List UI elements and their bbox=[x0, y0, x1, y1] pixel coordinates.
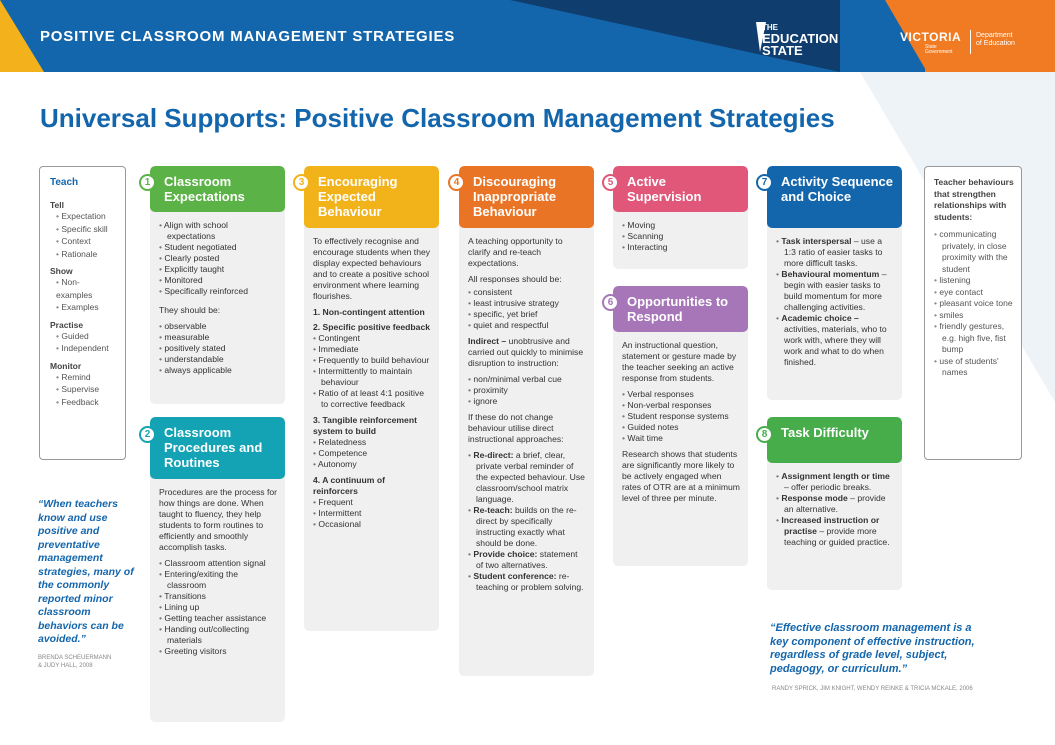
teach-heading: Teach bbox=[50, 177, 79, 188]
list-item: • Student response systems bbox=[622, 411, 740, 422]
list-item: • Behavioural momentum – begin with easier tasks to build momentum for more challenging activities. bbox=[776, 269, 894, 313]
card-header: Encouraging Expected Behaviour bbox=[304, 166, 439, 228]
card-header: Opportunities to Respond bbox=[613, 286, 748, 332]
card-header: Active Supervision bbox=[613, 166, 748, 212]
teacher-behaviours-heading: Teacher behaviours that strengthen relationships with students: bbox=[934, 177, 1014, 222]
list-item: • Occasional bbox=[313, 519, 431, 530]
card-subheading: 1. Non-contingent attention bbox=[313, 307, 425, 317]
list-item: • Frequently to build behaviour bbox=[313, 355, 431, 366]
card-header: Task Difficulty bbox=[767, 417, 902, 463]
list-item: • Non-examples bbox=[50, 276, 110, 301]
list-item: • Transitions bbox=[159, 591, 277, 602]
quote-right: “Effective classroom management is a key component of effective instruction, regardless of grade level, subject, pedagogy, or curriculum.” bbox=[770, 622, 975, 675]
list-item: • Immediate bbox=[313, 344, 431, 355]
list-item: • smiles bbox=[934, 310, 1015, 322]
number-badge: 4 bbox=[448, 174, 465, 191]
card-body bbox=[304, 228, 439, 541]
department-label: Department of Education bbox=[976, 32, 1015, 47]
direct-intro: If these do not change behaviour utilise direct instructional approaches: bbox=[468, 412, 564, 444]
list-item: • Independent bbox=[50, 342, 125, 355]
card-body bbox=[613, 212, 748, 264]
number-badge: 7 bbox=[756, 174, 773, 191]
list-item: • quiet and respectful bbox=[468, 320, 586, 331]
list-item: • Response mode – provide an alternative. bbox=[776, 493, 894, 515]
card-body bbox=[150, 479, 285, 668]
list-item: • Relatedness bbox=[313, 437, 431, 448]
card-intro: A teaching opportunity to clarify and re-teach expectations. bbox=[468, 236, 563, 268]
list-item: • positively stated bbox=[159, 343, 277, 354]
show-label: Show bbox=[50, 266, 73, 276]
list-item: • communicating privately, in close proximity with the student bbox=[934, 229, 1015, 275]
card-active-supervision bbox=[613, 166, 748, 269]
list-item: • Entering/exiting the classroom bbox=[159, 569, 277, 591]
list-item: • consistent bbox=[468, 287, 586, 298]
number-badge: 5 bbox=[602, 174, 619, 191]
list-item: • Remind bbox=[50, 371, 125, 384]
list-item: • Wait time bbox=[622, 433, 740, 444]
number-badge: 1 bbox=[139, 174, 156, 191]
number-badge: 6 bbox=[602, 294, 619, 311]
list-item: • Non-verbal responses bbox=[622, 400, 740, 411]
list-item: • Interacting bbox=[622, 242, 740, 253]
card-opportunities-respond bbox=[613, 286, 748, 566]
card-header: Classroom Expectations bbox=[150, 166, 285, 212]
card-header: Activity Sequence and Choice bbox=[767, 166, 902, 228]
list-item: • Greeting visitors bbox=[159, 646, 277, 657]
list-item: • Supervise bbox=[50, 383, 125, 396]
tell-label: Tell bbox=[50, 200, 65, 210]
list-item: • Clearly posted bbox=[159, 253, 277, 264]
card-intro: Procedures are the process for how things are done. When taught to fluency, they help students to form routines to efficiently and smoothly accomplish tasks. bbox=[159, 487, 277, 552]
list-item: • measurable bbox=[159, 332, 277, 343]
list-item: • Verbal responses bbox=[622, 389, 740, 400]
card-body bbox=[767, 463, 902, 559]
practise-label: Practise bbox=[50, 319, 84, 330]
list-item: • specific, yet brief bbox=[468, 309, 586, 320]
list-item: • Intermittently to maintain behaviour bbox=[313, 366, 431, 388]
victoria-sub: State Government bbox=[925, 44, 953, 55]
number-badge: 2 bbox=[139, 426, 156, 443]
list-item: • ignore bbox=[468, 396, 586, 407]
list-item: • Align with school expectations bbox=[159, 220, 277, 242]
list-item: • always applicable bbox=[159, 365, 277, 376]
card-procedures-routines bbox=[150, 417, 285, 722]
teacher-behaviours-box bbox=[924, 166, 1022, 460]
list-item: • Explicitly taught bbox=[159, 264, 277, 275]
list-item: • Context bbox=[50, 235, 125, 248]
list-item: • non/minimal verbal cue bbox=[468, 374, 586, 385]
list-item: • observable bbox=[159, 321, 277, 332]
list-item: • Specific skill bbox=[50, 223, 125, 236]
card-classroom-expectations bbox=[150, 166, 285, 404]
list-item: • Provide choice: statement of two alternatives. bbox=[468, 549, 586, 571]
list-item: • Scanning bbox=[622, 231, 740, 242]
list-item: • use of students' names bbox=[934, 356, 1015, 379]
list-item: • Moving bbox=[622, 220, 740, 231]
list-item: • Ratio of at least 4:1 positive to corrective feedback bbox=[313, 388, 431, 410]
card-subheading: All responses should be: bbox=[468, 274, 562, 284]
list-item: • Increased instruction or practise – provide more teaching or guided practice. bbox=[776, 515, 894, 548]
list-item: • Frequent bbox=[313, 497, 431, 508]
list-item: • Autonomy bbox=[313, 459, 431, 470]
card-subheading: 3. Tangible reinforcement system to build bbox=[313, 415, 417, 436]
card-body bbox=[767, 228, 902, 379]
list-item: • eye contact bbox=[934, 287, 1015, 299]
list-item: • Contingent bbox=[313, 333, 431, 344]
list-item: • Specifically reinforced bbox=[159, 286, 277, 297]
list-item: • Handing out/collecting materials bbox=[159, 624, 277, 646]
teach-box bbox=[39, 166, 126, 460]
quote-right-citation: RANDY SPRICK, JIM KNIGHT, WENDY REINKE & TRICIA MCKALE, 2006 bbox=[772, 686, 973, 692]
list-item: • proximity bbox=[468, 385, 586, 396]
list-item: • Guided notes bbox=[622, 422, 740, 433]
logo-separator bbox=[970, 30, 971, 54]
card-body bbox=[613, 332, 748, 515]
card-subheading: 4. A continuum of reinforcers bbox=[313, 475, 385, 496]
quote-left: “When teachers know and use positive and preventative management strategies, many of the commonly reported minor classroom behaviors can be avoided.” bbox=[38, 498, 134, 645]
monitor-label: Monitor bbox=[50, 360, 82, 371]
quote-left-citation: BRENDA SCHEUERMANN & JUDY HALL, 2008 bbox=[38, 655, 112, 669]
list-item: • Academic choice – activities, materials, who to work with, where they will work and what to do when finished. bbox=[776, 313, 894, 368]
list-item: • Re-direct: a brief, clear, private verbal reminder of the expected behaviour. Use classroom/school matrix language. bbox=[468, 450, 586, 505]
list-item: • Lining up bbox=[159, 602, 277, 613]
list-item: • Getting teacher assistance bbox=[159, 613, 277, 624]
card-outro: Research shows that students are significantly more likely to be actively engaged when rates of OTR are at a minimum level of three per minute. bbox=[622, 449, 740, 503]
list-item: • Task interspersal – use a 1:3 ratio of easier tasks to more difficult tasks. bbox=[776, 236, 894, 269]
list-item: • Competence bbox=[313, 448, 431, 459]
card-intro: An instructional question, statement or gesture made by the teacher seeking an active response from students. bbox=[622, 340, 737, 383]
card-task-difficulty bbox=[767, 417, 902, 590]
card-discouraging-behaviour bbox=[459, 166, 594, 676]
card-activity-sequence bbox=[767, 166, 902, 400]
victoria-logo: VICTORIA bbox=[900, 30, 962, 44]
list-item: • pleasant voice tone bbox=[934, 298, 1015, 310]
card-encouraging-behaviour bbox=[304, 166, 439, 631]
list-item: • Guided bbox=[50, 330, 125, 343]
list-item: • Expectation bbox=[50, 210, 125, 223]
number-badge: 3 bbox=[293, 174, 310, 191]
card-body bbox=[459, 228, 594, 604]
list-item: • Re-teach: builds on the re-direct by specifically instructing exactly what should be done. bbox=[468, 505, 586, 549]
list-item: • least intrusive strategy bbox=[468, 298, 586, 309]
list-item: • Examples bbox=[50, 301, 125, 314]
card-body bbox=[150, 212, 285, 387]
card-subheading: They should be: bbox=[159, 305, 221, 315]
banner-title: POSITIVE CLASSROOM MANAGEMENT STRATEGIES bbox=[40, 28, 456, 45]
list-item: • understandable bbox=[159, 354, 277, 365]
list-item: • Student negotiated bbox=[159, 242, 277, 253]
list-item: • listening bbox=[934, 275, 1015, 287]
list-item: • Feedback bbox=[50, 396, 125, 409]
list-item: • Rationale bbox=[50, 248, 125, 261]
education-state-logo: THE EDUCATION STATE bbox=[762, 23, 839, 58]
yellow-corner bbox=[0, 0, 44, 72]
card-intro: To effectively recognise and encourage students when they display expected behaviours and to create a positive school environment where learning flourishes. bbox=[313, 236, 431, 301]
list-item: • friendly gestures, e.g. high five, fist bump bbox=[934, 321, 1015, 356]
number-badge: 8 bbox=[756, 426, 773, 443]
card-subheading: 2. Specific positive feedback bbox=[313, 322, 431, 332]
card-header: Discouraging Inappropriate Behaviour bbox=[459, 166, 594, 228]
header-banner bbox=[0, 0, 1055, 72]
card-header: Classroom Procedures and Routines bbox=[150, 417, 285, 479]
list-item: • Classroom attention signal bbox=[159, 558, 277, 569]
list-item: • Assignment length or time – offer periodic breaks. bbox=[776, 471, 894, 493]
list-item: • Student conference: re-teaching or problem solving. bbox=[468, 571, 586, 593]
list-item: • Monitored bbox=[159, 275, 277, 286]
list-item: • Intermittent bbox=[313, 508, 431, 519]
page-title: Universal Supports: Positive Classroom Management Strategies bbox=[40, 103, 835, 133]
indirect-text: Indirect – unobtrusive and carried out quickly to minimise disruption to instruction: bbox=[468, 336, 584, 368]
